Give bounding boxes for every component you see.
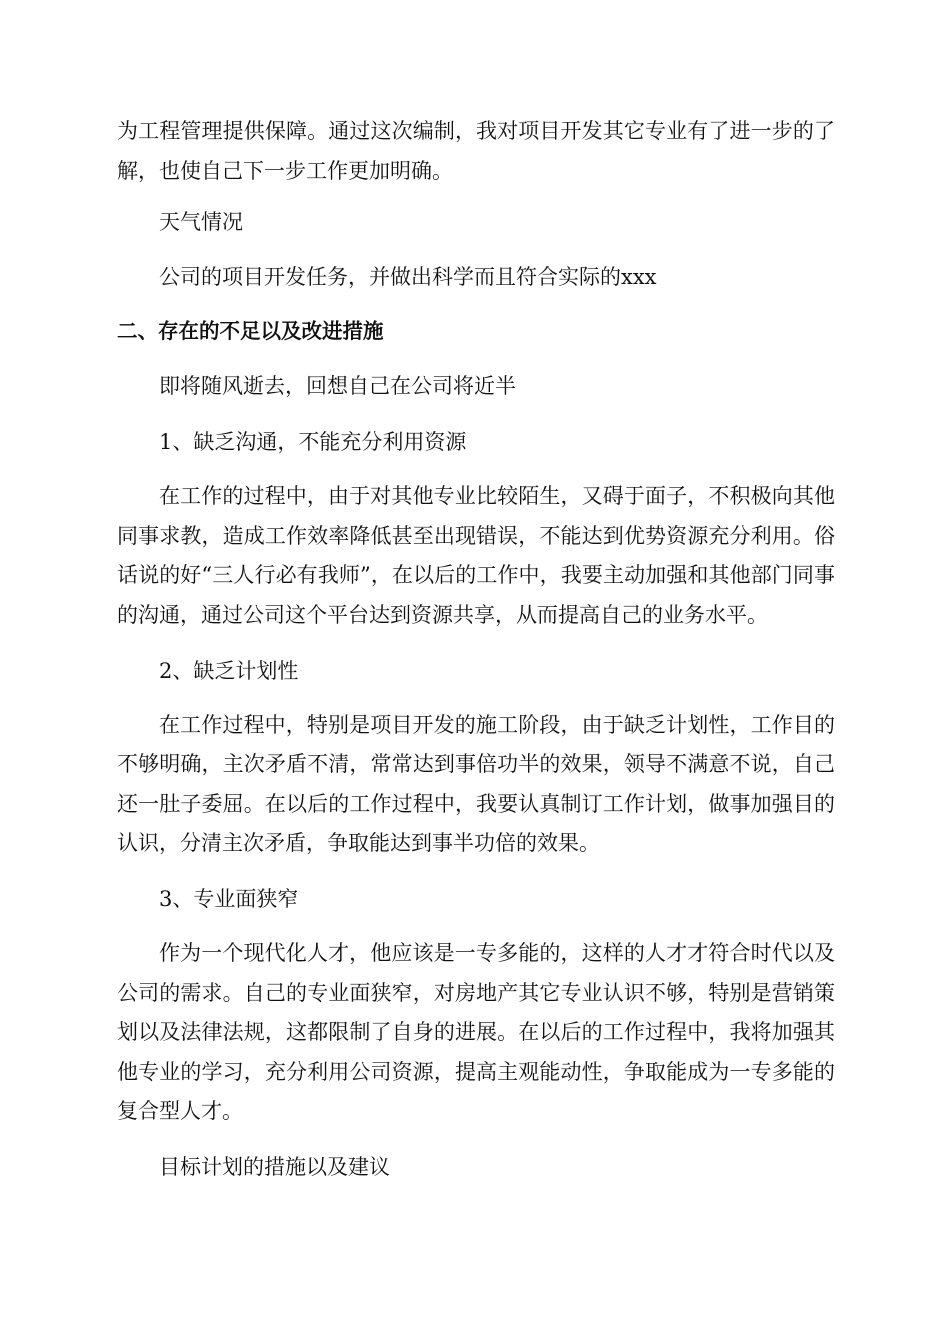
paragraph-task: 公司的项目开发任务，并做出科学而且符合实际的xxx — [159, 265, 657, 290]
paragraph-1: 在工作的过程中，由于对其他专业比较陌生，又碍于面子，不积极向其他同事求教，造成工作效率降低甚至出现错误，不能达到优势资源充分利用。俗话说的好“三人行必有我师”，在以后的工作中，我要主动加强和其他部门同事的沟通，通过公司这个平台达到资源共享，从而提高自己的业务水平。 — [117, 484, 835, 627]
paragraph-continuation: 为工程管理提供保障。通过这次编制，我对项目开发其它专业有了进一步的了解，也使自己下一步工作更加明确。 — [117, 119, 835, 183]
paragraph-intro: 即将随风逝去，回想自己在公司将近半 — [159, 374, 516, 399]
subheading-3: 3、专业面狭窄 — [159, 886, 299, 911]
subheading-1: 1、缺乏沟通，不能充分利用资源 — [159, 430, 467, 455]
section-heading: 二、存在的不足以及改进措施 — [117, 319, 384, 344]
paragraph-2: 在工作过程中，特别是项目开发的施工阶段，由于缺乏计划性，工作目的不够明确，主次矛盾不清，常常达到事倍功半的效果，领导不满意不说，自己还一肚子委屈。在以后的工作过程中，我要认真制订工作计划，做事加强目的认识，分清主次矛盾，争取能达到事半功倍的效果。 — [117, 712, 835, 856]
paragraph-weather: 天气情况 — [159, 210, 243, 235]
paragraph-3: 作为一个现代化人才，他应该是一专多能的，这样的人才才符合时代以及公司的需求。自己的专业面狭窄，对房地产其它专业认识不够，特别是营销策划以及法律法规，这都限制了自身的进展。在以后的工作过程中，我将加强其他专业的学习，充分利用公司资源，提高主观能动性，争取能成为一专多能的复合型人才。 — [117, 940, 835, 1124]
document-page — [117, 112, 835, 1182]
subheading-2: 2、缺乏计划性 — [159, 658, 299, 683]
subheading-4: 目标计划的措施以及建议 — [159, 1154, 390, 1179]
